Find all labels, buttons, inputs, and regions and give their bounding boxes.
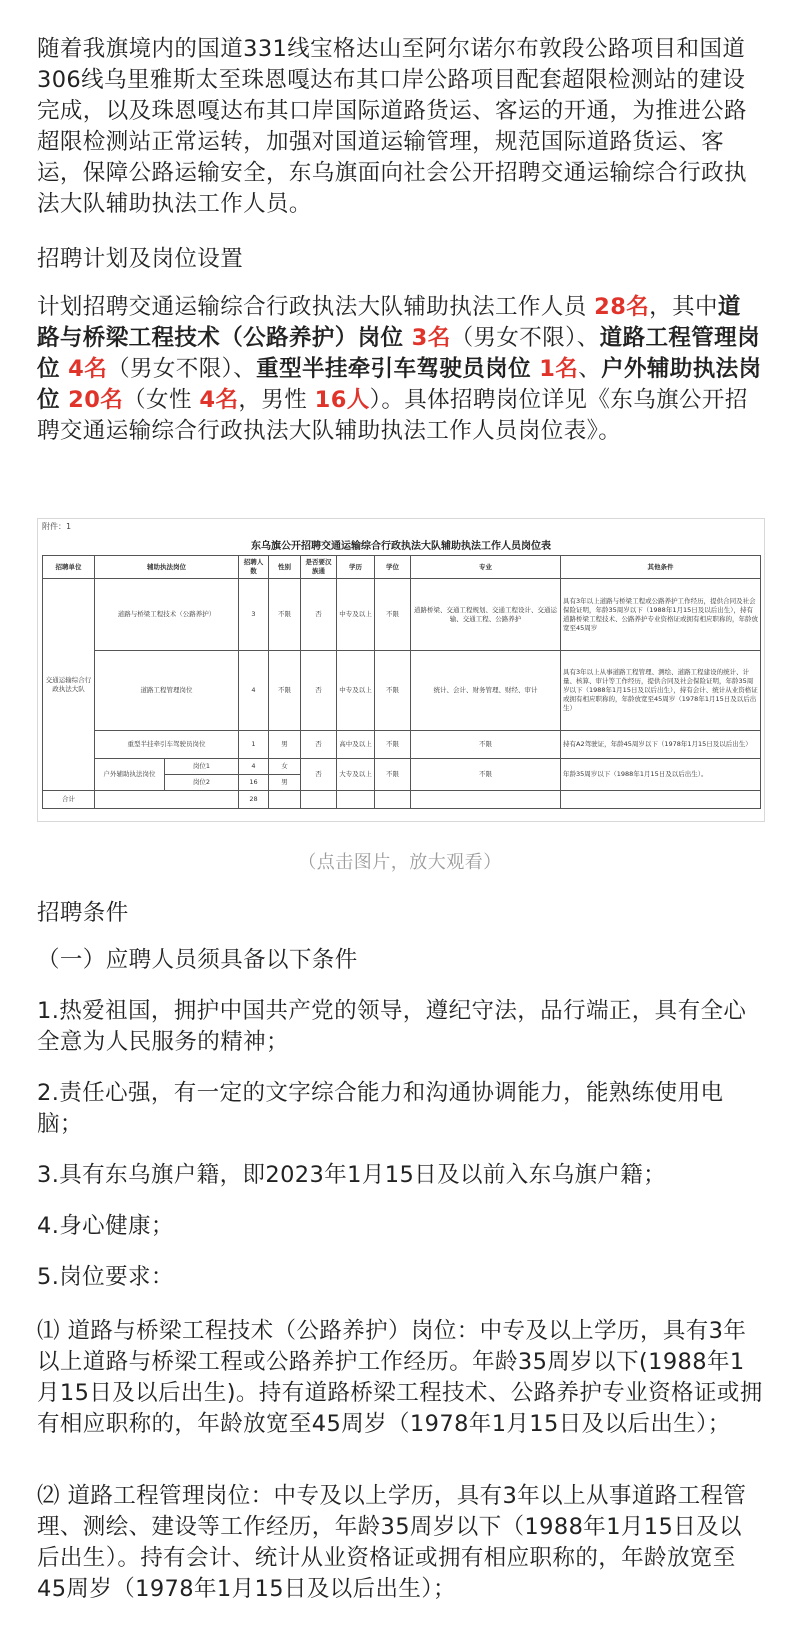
condition-item: 3.具有东乌旗户籍，即2023年1月15日及以前入东乌旗户籍； [37, 1162, 667, 1188]
sub-post-cell: 岗位1 [165, 759, 239, 775]
num-cell: 1 [239, 731, 269, 759]
post-outdoor: 户外辅助执法岗位 [37, 356, 762, 413]
plan-text: ，男性 [238, 387, 315, 413]
total-label-cell: 合计 [43, 791, 95, 809]
plan-text: 计划招聘交通运输综合行政执法大队辅助执法工作人员 [37, 294, 595, 320]
num-cell: 4 [239, 759, 269, 775]
table-header-row [43, 556, 761, 579]
edu-cell: 大专及以上 [337, 759, 375, 791]
plan-text: （女性 [123, 387, 200, 413]
empty-cell [561, 791, 761, 809]
empty-cell [95, 791, 239, 809]
annex-label: 附件：1 [42, 522, 72, 531]
sub-post-cell: 岗位2 [165, 775, 239, 791]
header-cell: 其他条件 [561, 556, 761, 579]
post-cell: 道路与桥梁工程技术（公路养护） [95, 579, 239, 651]
header-cell: 学历 [337, 556, 375, 579]
major-cell: 不限 [411, 759, 561, 791]
post-driver: 重型半挂牵引车驾驶员岗位 [256, 356, 540, 382]
major-cell: 统计、会计、财务管理、财经、审计 [411, 651, 561, 731]
edu-cell: 中专及以上 [337, 579, 375, 651]
plan-text: 、 [578, 356, 602, 382]
han-cell: 否 [301, 731, 337, 759]
post-cell: 户外辅助执法岗位 [95, 759, 165, 791]
header-cell: 招聘单位 [43, 556, 95, 579]
post-table-image[interactable] [37, 518, 765, 822]
table-row [43, 579, 761, 651]
degree-cell: 不限 [375, 579, 411, 651]
empty-cell [337, 791, 375, 809]
table-row [43, 759, 761, 775]
header-cell: 学位 [375, 556, 411, 579]
other-cell: 持有A2驾驶证，年龄45周岁以下（1978年1月15日及以后出生） [561, 731, 761, 759]
header-cell: 是否要汉族通 [301, 556, 337, 579]
conditions-heading: 招聘条件 [37, 900, 129, 926]
header-cell: 专业 [411, 556, 561, 579]
condition-item: 4.身心健康； [37, 1213, 174, 1239]
count-driver: 1名 [539, 356, 579, 382]
empty-cell [375, 791, 411, 809]
post-cell: 道路工程管理岗位 [95, 651, 239, 731]
post-cell: 重型半挂牵引车驾驶员岗位 [95, 731, 239, 759]
sex-cell: 男 [269, 775, 301, 791]
plan-total-count: 28名 [594, 294, 650, 320]
han-cell: 否 [301, 759, 337, 791]
num-cell: 3 [239, 579, 269, 651]
empty-cell [411, 791, 561, 809]
degree-cell: 不限 [375, 731, 411, 759]
num-cell: 4 [239, 651, 269, 731]
plan-text: ）。具体招聘岗位详见《东乌旗公开招聘交通运输综合行政执法大队辅助执法工作人员岗位表》。 [37, 387, 748, 444]
plan-text: （男女不限）、 [450, 325, 600, 351]
total-num-cell: 28 [239, 791, 269, 809]
intro-paragraph: 随着我旗境内的国道331线宝格达山至阿尔诺尔布敦段公路项目和国道306线乌里雅斯太至珠恩嘎达布其口岸公路项目配套超限检测站的建设完成，以及珠恩嘎达布其口岸国际道路货运、客运的开通，为推进公路超限检测站正常运转，加强对国道运输管理，规范国际道路货运、客运，保障公路运输安全，东乌旗面向社会公开招聘交通运输综合行政执法大队辅助执法工作人员。 [37, 36, 747, 217]
unit-cell: 交通运输综合行政执法大队 [43, 579, 95, 791]
post-table [42, 555, 761, 809]
empty-cell [301, 791, 337, 809]
post-road-mgmt: 道路工程管理岗位 [37, 325, 760, 382]
sex-cell: 不限 [269, 651, 301, 731]
han-cell: 否 [301, 651, 337, 731]
requirement-road-mgmt: ⑵ 道路工程管理岗位：中专及以上学历，具有3年以上从事道路工程管理、测绘、建设等工作经历，年龄35周岁以下（1988年1月15日及以后出生）。持有会计、统计从业资格证或拥有相应职称的，年龄放宽至45周岁（1978年1月15日及以后出生）； [37, 1483, 747, 1602]
major-cell: 道路桥梁、交通工程规划、交通工程设计、交通运输、交通工程、公路养护 [411, 579, 561, 651]
table-row [43, 651, 761, 731]
count-road-mgmt: 4名 [68, 356, 108, 382]
condition-item: 1.热爱祖国，拥护中国共产党的领导，遵纪守法，品行端正，具有全心全意为人民服务的精神； [37, 998, 747, 1055]
table-row [43, 731, 761, 759]
degree-cell: 不限 [375, 759, 411, 791]
han-cell: 否 [301, 579, 337, 651]
table-title: 东乌旗公开招聘交通运输综合行政执法大队辅助执法工作人员岗位表 [251, 541, 551, 552]
image-caption: （点击图片，放大观看） [298, 852, 502, 873]
condition-item: 5.岗位要求： [37, 1264, 174, 1290]
header-cell: 招聘人数 [239, 556, 269, 579]
degree-cell: 不限 [375, 651, 411, 731]
count-road-bridge: 3名 [411, 325, 451, 351]
count-outdoor: 20名 [68, 387, 124, 413]
conditions-subheading: （一）应聘人员须具备以下条件 [37, 947, 358, 973]
other-cell: 具有3年以上从事道路工程管理、测绘、道路工程建设的统计、计量、核算、审计等工作经历，提供合同及社会保险证明，年龄35周岁以下（1988年1月15日及以后出生），持有会计、统计从业资格证或拥有相应职称的，年龄放宽至45周岁（1978年1月15日及以后出生） [561, 651, 761, 731]
edu-cell: 高中及以上 [337, 731, 375, 759]
header-cell: 性别 [269, 556, 301, 579]
other-cell: 具有3年以上道路与桥梁工程或公路养护工作经历，提供合同及社会保险证明，年龄35周岁以下（1988年1月15日及以后出生），持有道路桥梁工程技术、公路养护专业资格证或拥有相应职称的，年龄放宽至45周岁 [561, 579, 761, 651]
major-cell: 不限 [411, 731, 561, 759]
plan-paragraph [37, 292, 763, 447]
num-cell: 16 [239, 775, 269, 791]
header-cell: 辅助执法岗位 [95, 556, 239, 579]
sex-cell: 不限 [269, 579, 301, 651]
requirement-road-bridge: ⑴ 道路与桥梁工程技术（公路养护）岗位：中专及以上学历，具有3年以上道路与桥梁工程或公路养护工作经历。年龄35周岁以下(1988年1月15日及以后出生)。持有道路桥梁工程技术、公路养护专业资格证或拥有相应职称的，年龄放宽至45周岁（1978年1月15日及以后出生）； [37, 1318, 763, 1437]
sex-cell: 男 [269, 731, 301, 759]
edu-cell: 中专及以上 [337, 651, 375, 731]
plan-text: ，其中 [649, 294, 718, 320]
table-total-row [43, 791, 761, 809]
empty-cell [269, 791, 301, 809]
plan-text: （男女不限）、 [107, 356, 257, 382]
count-female: 4名 [199, 387, 239, 413]
post-road-bridge: 道路与桥梁工程技术（公路养护）岗位 [37, 294, 741, 351]
condition-item: 2.责任心强，有一定的文字综合能力和沟通协调能力，能熟练使用电脑； [37, 1080, 724, 1137]
count-male: 16人 [314, 387, 370, 413]
plan-heading: 招聘计划及岗位设置 [37, 246, 244, 272]
sex-cell: 女 [269, 759, 301, 775]
other-cell: 年龄35周岁以下（1988年1月15日及以后出生）。 [561, 759, 761, 791]
